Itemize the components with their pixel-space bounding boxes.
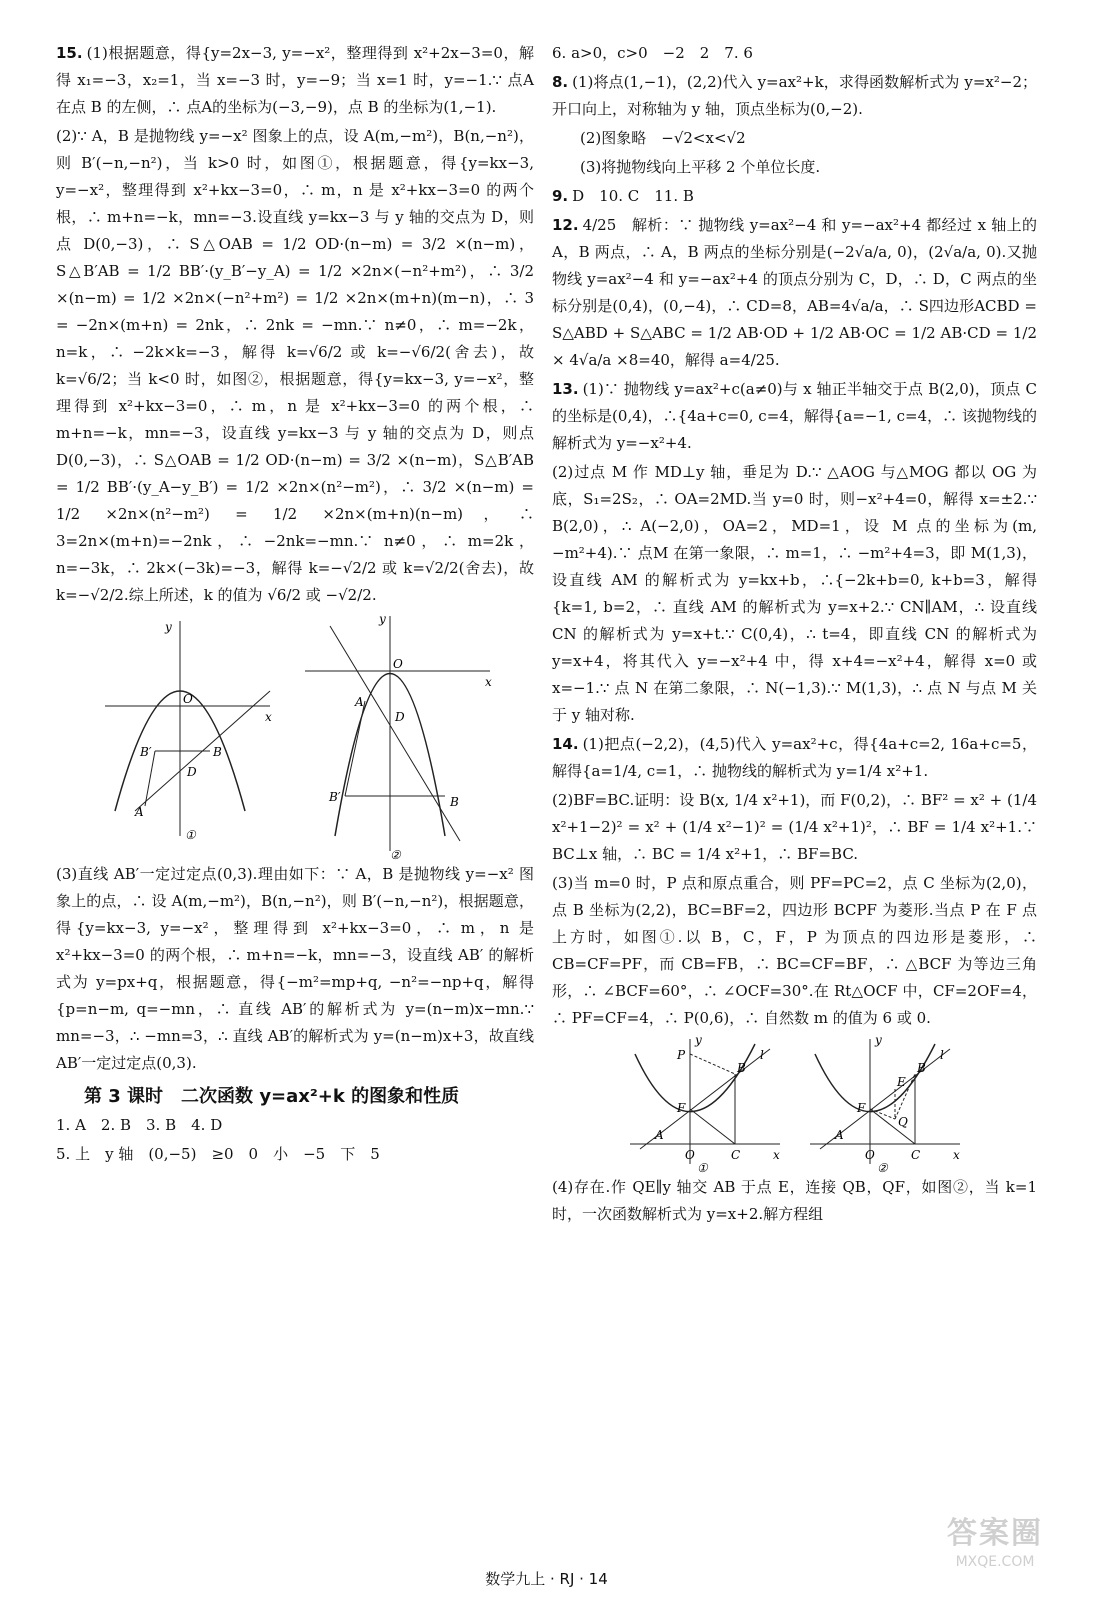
c-label: C (910, 1148, 920, 1162)
b-prime-label: B′ (140, 745, 152, 759)
origin-label: O (864, 1148, 875, 1162)
q13-part2: (2)过点 M 作 MD⊥y 轴，垂足为 D.∵ △AOG 与△MOG 都以 OG 为底，S₁=2S₂，∴ OA=2MD.当 y=0 时，则−x²+4=0，解得 x=±2.∵ B(2,0)，∴ A(−2,0)，OA=2，MD=1，设 M 点的坐标为(m,−m²+4).∵ 点M 在第一象限，∴ m=1，∴ −m²+4=3，即 M(1,3)，设直线 AM 的解析式为 y=kx+b，∴{−2k+b=0, k+b=3，解得{k=1, b=2，∴ 直线 AM 的解析式为 y=x+2.∵ CN∥AM，∴ 设直线 CN 的解析式为 y=x+t.∵ C(0,4)，∴ t=4，即直线 CN 的解析式为 y=x+4，将其代入 y=−x²+4 中，得 x+4=−x²+4，解得 x=0 或 x=−1.∵ 点 N 在第二象限，∴ N(−1,3).∵ M(1,3)，∴ 点 N 与点 M 关于 y 轴对称. (552, 463, 1037, 724)
x-label: x (265, 710, 272, 724)
q14-part3: (3)当 m=0 时，P 点和原点重合，则 PF=PC=2，点 C 坐标为(2,0)，点 B 坐标为(2,2)，BC=BF=2，四边形 BCPF 为菱形.当点 P 在 F 点上方时，如图①.以 B，C，F，P 为顶点的四边形是菱形，∴ CB=CF=PF，而 CB=FB，∴ BC=CF=BF，∴ △BCF 为等边三角形，∴ ∠BCF=60°，∴ ∠OCF=30°.在 Rt△OCF 中，CF=2OF=4，∴ PF=CF=4，∴ P(0,6)，∴ 自然数 m 的值为 6 或 0. (552, 874, 1037, 1027)
q14-figure-1 (625, 1034, 785, 1174)
b-label: B (213, 745, 222, 759)
b-label: B (736, 1061, 746, 1075)
q15-part1 (56, 40, 534, 121)
q9-number: 9. (552, 187, 569, 205)
a-label: A (355, 695, 364, 709)
q15-figures (56, 611, 534, 861)
y-label: y (874, 1034, 882, 1047)
origin-label: O (393, 657, 403, 671)
y-label: y (379, 612, 386, 626)
q8-part2: (2)图象略 −√2<x<√2 (580, 129, 746, 147)
l-label: l (759, 1048, 764, 1062)
b-label: B (450, 795, 459, 809)
page-footer: 数学九上 · RJ · 14 (485, 1570, 608, 1588)
x-label: x (772, 1148, 780, 1162)
d-label: D (187, 765, 197, 779)
segment-qf (870, 1109, 895, 1119)
answers-1-4: 1. A 2. B 3. B 4. D (56, 1116, 223, 1134)
watermark-text: 答案圈 (947, 1516, 1043, 1551)
f-label: F (676, 1101, 685, 1115)
q14-part1 (552, 731, 1037, 785)
q13-number: 13. (552, 380, 579, 398)
y-label: y (694, 1034, 702, 1047)
origin-label: O (684, 1148, 695, 1162)
q15-figure-2 (295, 611, 495, 861)
segment-fc (870, 1109, 915, 1144)
q12 (552, 212, 1037, 374)
p-label: P (676, 1048, 685, 1062)
q14-figures (552, 1034, 1037, 1174)
q-label: Q (897, 1115, 908, 1129)
q8-number: 8. (552, 73, 569, 91)
a-label: A (834, 1128, 844, 1142)
parabola (635, 1044, 755, 1112)
e-label: E (896, 1075, 906, 1089)
a-label: A (654, 1128, 664, 1142)
q12-text: 4/25 解析：∵ 抛物线 y=ax²−4 和 y=−ax²+4 都经过 x 轴上的 A，B 两点，∴ A，B 两点的坐标分别是(−2√a/a, 0)，(2√a/a, 0).又抛物线 y=ax²−4 和 y=−ax²+4 的顶点分别为 C，D，∴ D，C 两点的坐标分别是(0,4)，(0,−4)，∴ CD=8，AB=4√a/a，∴ S四边形ACBD = S△ABD + S△ABC = 1/2 AB·OD + 1/2 AB·OC = 1/2 AB·CD = 1/2 × 4√a/a ×8=40，解得 a=4/25. (552, 216, 1037, 369)
a-label: A (135, 805, 144, 819)
q14-number: 14. (552, 735, 579, 753)
b-prime-label: B′ (329, 790, 341, 804)
parabola (815, 1044, 935, 1112)
q14-part2: (2)BF=BC.证明：设 B(x, 1/4 x²+1)，而 F(0,2)，∴ BF² = x² + (1/4 x²+1−2)² = x² + (1/4 x²−1)² = (1/4 x²+1)²，∴ BF = 1/4 x²+1.∵ BC⊥x 轴，∴ BC = 1/4 x²+1，∴ BF=BC. (552, 791, 1037, 863)
q15-number: 15. (56, 44, 83, 62)
answers-9-11-text: D 10. C 11. B (572, 187, 694, 205)
f-label: F (856, 1101, 865, 1115)
fig1-label: ① (696, 1161, 708, 1174)
q14-figure-2 (805, 1034, 965, 1174)
segment-pb (690, 1054, 735, 1074)
y-label: y (165, 620, 172, 634)
section-title: 第 3 课时 二次函数 y=ax²+k 的图象和性质 (84, 1086, 460, 1107)
q8-part3: (3)将抛物线向上平移 2 个单位长度. (580, 158, 821, 176)
c-label: C (730, 1148, 740, 1162)
q13-part1 (552, 376, 1037, 457)
q12-number: 12. (552, 216, 579, 234)
q14-part4: (4)存在.作 QE∥y 轴交 AB 于点 E，连接 QB，QF，如图②，当 k=1 时，一次函数解析式为 y=x+2.解方程组 (552, 1178, 1037, 1223)
right-column (552, 40, 1037, 1230)
answers-9-11 (552, 183, 1037, 210)
watermark-url: MXQE.COM (955, 1554, 1035, 1570)
q8-part1 (552, 69, 1037, 123)
x-label: x (485, 675, 492, 689)
q15-part2: (2)∵ A，B 是抛物线 y=−x² 图象上的点，设 A(m,−m²)，B(n,−n²)，则 B′(−n,−n²)，当 k>0 时，如图①，根据题意，得{y=kx−3, y=−x²，整理得到 x²+kx−3=0，∴ m，n 是 x²+kx−3=0 的两个根，∴ m+n=−k，mn=−3.设直线 y=kx−3 与 y 轴的交点为 D，则点 D(0,−3)，∴ S△OAB = 1/2 OD·(n−m) = 3/2 ×(n−m)，S△B′AB = 1/2 BB′·(y_B′−y_A) = 1/2 ×2n×(−n²+m²)，∴ 3/2 ×(n−m) = 1/2 ×2n×(−n²+m²) = 1/2 ×2n×(m+n)(m−n)，∴ 3 = −2n×(m+n) = 2nk，∴ 2nk = −mn.∵ n≠0，∴ m=−2k，n=k，∴ −2k×k=−3，解得 k=√6/2 或 k=−√6/2(舍去)，故 k=√6/2；当 k<0 时，如图②，根据题意，得{y=kx−3, y=−x²，整理得到 x²+kx−3=0，∴ m，n 是 x²+kx−3=0 的两个根，∴ m+n=−k，mn=−3，设直线 y=kx−3 与 y 轴的交点为 D，则点 D(0,−3)，∴ S△OAB = 1/2 OD·(n−m) = 3/2 ×(n−m)，S△B′AB = 1/2 BB′·(y_A−y_B′) = 1/2 ×2n×(n²−m²)，∴ 3/2 ×(n−m) = 1/2 ×2n×(n²−m²) = 1/2 ×2n×(m+n)(n−m)，∴ 3=2n×(m+n)=−2nk，∴ −2nk=−mn.∵ n≠0，∴ m=2k，n=−3k，∴ 2k×(−3k)=−3，解得 k=−√2/2 或 k=√2/2(舍去)，故 k=−√2/2.综上所述，k 的值为 √6/2 或 −√2/2. (56, 127, 534, 604)
answers-5: 5. 上 y 轴 (0,−5) ≥0 0 小 −5 下 5 (56, 1145, 380, 1163)
q15-part3: (3)直线 AB′一定过定点(0,3).理由如下：∵ A，B 是抛物线 y=−x² 图象上的点，∴ 设 A(m,−m²)，B(n,−n²)，则 B′(−n,−n²)，根据题意，得{y=kx−3, y=−x²，整理得到 x²+kx−3=0，∴ m，n 是 x²+kx−3=0 的两个根，∴ m+n=−k，mn=−3，设直线 AB′ 的解析式为 y=px+q，根据题意，得{−m²=mp+q, −n²=−np+q，解得{p=n−m, q=−mn，∴ 直线 AB′的解析式为 y=(n−m)x−mn.∵ mn=−3，∴ −mn=3，∴ 直线 AB′的解析式为 y=(n−m)x+3，故直线 AB′一定过定点(0,3). (56, 865, 534, 1072)
segment-fc (690, 1109, 735, 1144)
q15-figure-1 (95, 611, 275, 841)
l-label: l (939, 1048, 944, 1062)
origin-label: O (183, 692, 193, 706)
x-label: x (952, 1148, 960, 1162)
q13-part1-text: (1)∵ 抛物线 y=ax²+c(a≠0)与 x 轴正半轴交于点 B(2,0)，顶点 C 的坐标是(0,4)，∴{4a+c=0, c=4，解得{a=−1, c=4，∴ 该抛物线的解析式为 y=−x²+4. (552, 380, 1037, 452)
q14-part1-text: (1)把点(−2,2)，(4,5)代入 y=ax²+c，得{4a+c=2, 16a+c=5，解得{a=1/4, c=1，∴ 抛物线的解析式为 y=1/4 x²+1. (552, 735, 1037, 780)
fig2-label: ② (390, 848, 401, 861)
fig1-label: ① (185, 828, 196, 841)
left-column (56, 40, 534, 1170)
segment-ab (345, 701, 365, 796)
fig2-label: ② (876, 1161, 888, 1174)
q8-part1-text: (1)将点(1,−1)，(2,2)代入 y=ax²+k，求得函数解析式为 y=x²−2；开口向上，对称轴为 y 轴，顶点坐标为(0,−2). (552, 73, 1037, 118)
answers-6-7: 6. a>0，c>0 −2 2 7. 6 (552, 44, 753, 62)
b-label: B (916, 1061, 926, 1075)
watermark-logo (905, 1516, 1085, 1590)
q15-part1-text: (1)根据题意，得{y=2x−3, y=−x²，整理得到 x²+2x−3=0，解得 x₁=−3，x₂=1，当 x=−3 时，y=−9；当 x=1 时，y=−1.∵ 点A 在点 B 的左侧，∴ 点A的坐标为(−3,−9)，点 B 的坐标为(1,−1). (56, 44, 534, 116)
d-label: D (395, 710, 405, 724)
